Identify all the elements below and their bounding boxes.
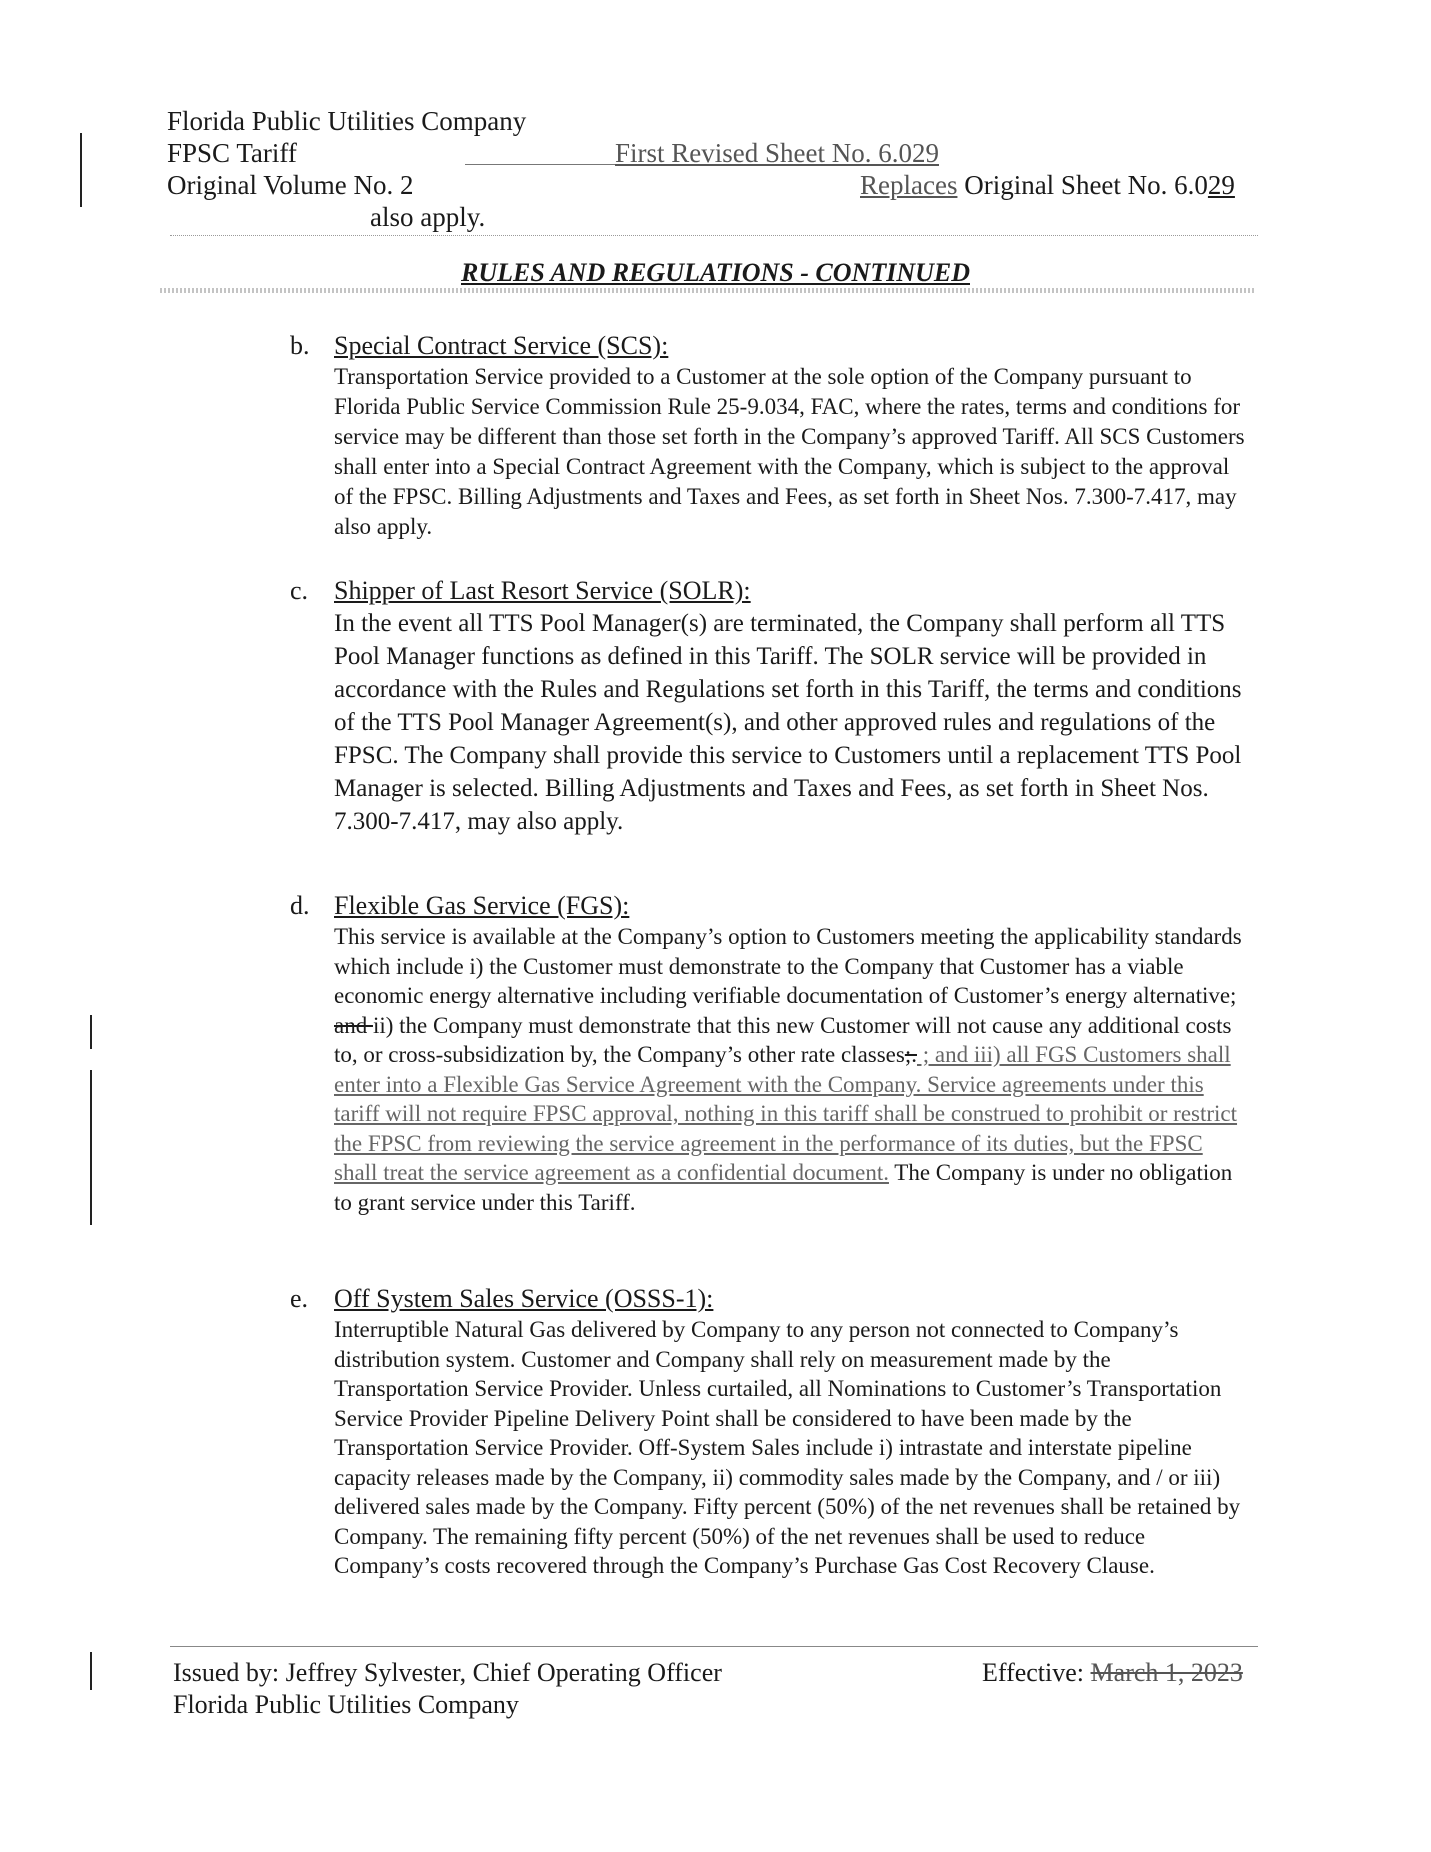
- section-c-body: In the event all TTS Pool Manager(s) are terminated, the Company shall perform all TTS Pool Manager functions as defined in this Tariff. The SOLR service will be provided in accordance with the Rules and Regulations set forth in this Tariff, the terms and conditions of the TTS Pool Manager Agreement(s), and other approved rules and regulations of the FPSC. The Company shall provide this service to Customers until a replacement TTS Pool Manager is selected. Billing Adjustments and Taxes and Fees, as set forth in Sheet Nos. 7.300-7.417, may also apply.: [334, 610, 1242, 835]
- footer-effective-date: March 1, 2023: [1090, 1658, 1243, 1687]
- sheet-leader-line: [465, 164, 615, 165]
- section-e: [290, 1283, 1250, 1581]
- title-hatch-rule: [160, 288, 1255, 293]
- section-d-body: [334, 922, 1250, 1217]
- section-d-headline: [290, 890, 1250, 922]
- section-c-heading: Shipper of Last Resort Service (SOLR):: [334, 576, 751, 605]
- header-company: Florida Public Utilities Company: [167, 106, 527, 136]
- section-d-text-3: The Company is under no obligation to grant service under this Tariff.: [334, 1160, 1233, 1215]
- replaces-word: Replaces: [860, 170, 958, 200]
- sheet-number: First Revised Sheet No. 6.029: [615, 138, 939, 168]
- section-d-letter: d.: [290, 891, 310, 920]
- header-carryover: also apply.: [370, 202, 486, 232]
- section-d-text-1: This service is available at the Company’s option to Customers meeting the applicability standards which include i) the Customer must demonstrate to the Company that Customer has a viable economic energy alternative including verifiable documentation of Customer’s energy alternative;: [334, 924, 1242, 1008]
- page-title: RULES AND REGULATIONS - CONTINUED: [461, 258, 970, 287]
- section-e-letter: e.: [290, 1284, 309, 1313]
- section-c-letter: c.: [290, 576, 309, 605]
- footer-effective-label: Effective:: [982, 1658, 1091, 1687]
- section-b-letter: b.: [290, 331, 310, 360]
- replaces-line: [860, 169, 1235, 201]
- footer-issued-by: Issued by: Jeffrey Sylvester, Chief Operating Officer: [173, 1658, 722, 1687]
- revision-bar: [80, 133, 82, 207]
- section-d-struck-2: ;.: [904, 1042, 917, 1067]
- section-c-headline: [290, 575, 1250, 607]
- section-d-struck-1: and: [334, 1012, 373, 1038]
- replaces-sheet: Original Sheet No. 6.0: [964, 170, 1208, 200]
- revision-bar: [90, 1015, 92, 1049]
- revision-bar: [90, 1070, 92, 1225]
- section-c: [290, 575, 1250, 838]
- section-e-body: Interruptible Natural Gas delivered by Company to any person not connected to Company’s distribution system. Customer and Company shall rely on measurement made by the Transportation Service Provider. Unless curtailed, all Nominations to Customer’s Transportation Service Provider Pipeline Delivery Point shall be considered to have been made by the Transportation Service Provider. Off-System Sales include i) intrastate and interstate pipeline capacity releases made by the Company, ii) commodity sales made by the Company, and / or iii) delivered sales made by the Company. Fifty percent (50%) of the net revenues shall be retained by Company. The remaining fifty percent (50%) of the net revenues shall be used to reduce Company’s costs recovered through the Company’s Purchase Gas Cost Recovery Clause.: [334, 1317, 1241, 1578]
- section-d: [290, 890, 1250, 1217]
- section-b-headline: [290, 330, 1250, 362]
- header-volume: Original Volume No. 2: [167, 170, 414, 200]
- header-divider: [170, 235, 1258, 236]
- header-tariff: FPSC Tariff: [167, 138, 297, 168]
- section-b-body: Transportation Service provided to a Customer at the sole option of the Company pursuant to Florida Public Service Commission Rule 25-9.034, FAC, where the rates, terms and conditions for service may be different than those set forth in the Company’s approved Tariff. All SCS Customers shall enter into a Special Contract Agreement with the Company, which is subject to the approval of the FPSC. Billing Adjustments and Taxes and Fees, as set forth in Sheet Nos. 7.300-7.417, may also apply.: [334, 364, 1245, 539]
- footer-divider: [170, 1646, 1258, 1647]
- section-d-inserted: ; and iii) all FGS Customers shall enter into a Flexible Gas Service Agreement with the Company. Service agreements under this tariff will not require FPSC approval, nothing in this tariff shall be construed to prohibit or restrict the FPSC from reviewing the service agreement in the performance of its duties, but the FPSC shall treat the service agreement as a confidential document.: [334, 1042, 1238, 1185]
- replaces-sheet-num: 29: [1207, 170, 1235, 200]
- section-b-heading: Special Contract Service (SCS):: [334, 331, 669, 360]
- section-e-headline: [290, 1283, 1250, 1315]
- section-b: [290, 330, 1250, 542]
- section-e-heading: Off System Sales Service (OSSS-1):: [334, 1284, 714, 1313]
- footer-company: Florida Public Utilities Company: [173, 1690, 519, 1719]
- footer-effective: [982, 1658, 1243, 1688]
- section-d-heading: Flexible Gas Service (FGS):: [334, 891, 630, 920]
- revision-bar: [90, 1652, 92, 1690]
- section-d-text-2: ii) the Company must demonstrate that this new Customer will not cause any additional costs to, or cross-subsidization by, the Company’s other rate classes: [334, 1012, 1232, 1067]
